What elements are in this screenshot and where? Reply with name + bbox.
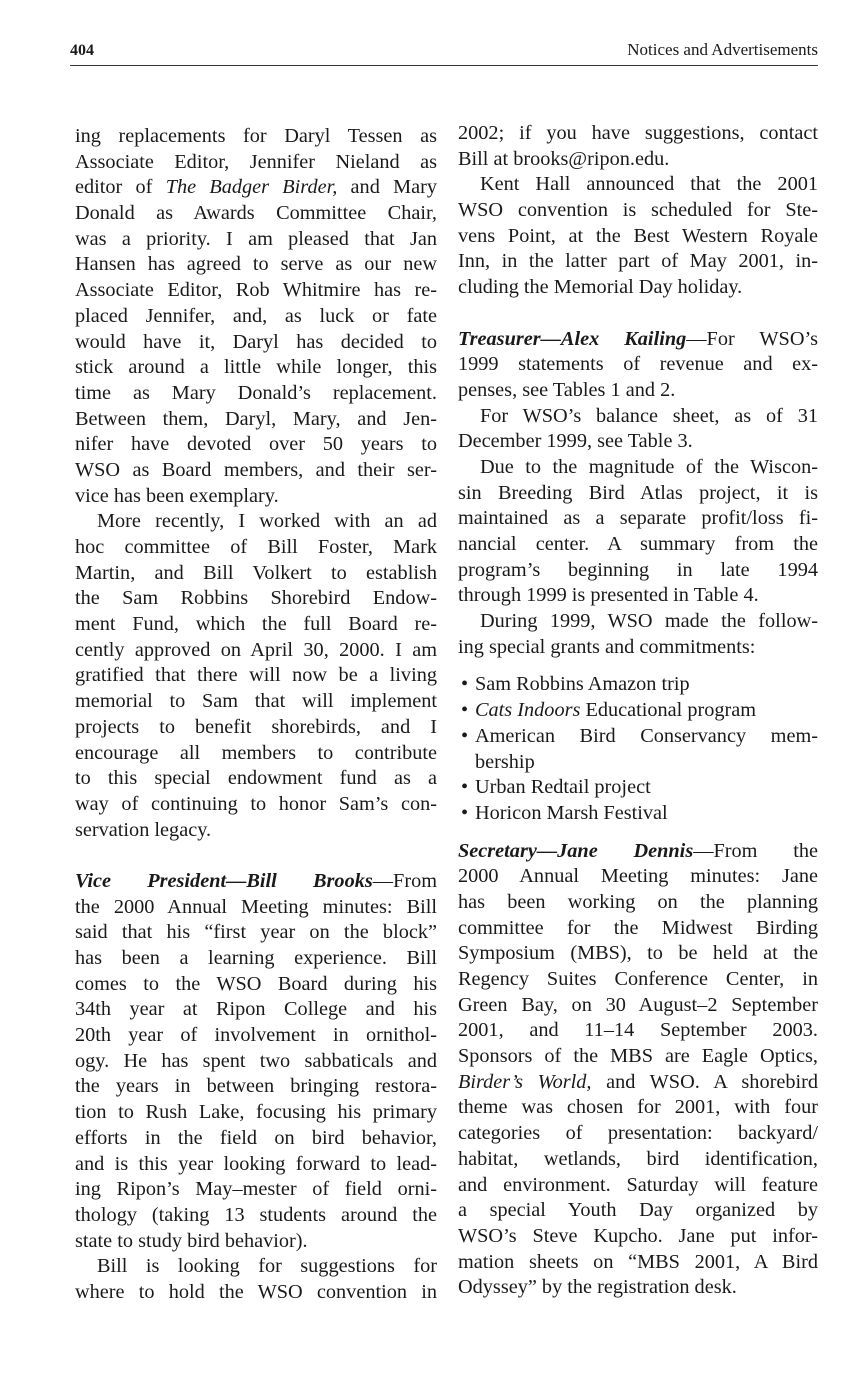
text-line: Bill at brooks@ripon.edu. (458, 147, 670, 170)
text-line: WSO as Board members, and their ser- (75, 458, 437, 481)
text-line: way of continuing to honor Sam’s con- (75, 792, 437, 815)
text-line: tion to Rush Lake, focusing his primary (75, 1101, 437, 1124)
paragraph (458, 839, 818, 1301)
text-line: WSO convention is scheduled for Ste- (458, 199, 818, 222)
text-line: Martin, and Bill Volkert to establish (75, 561, 437, 584)
text-line: and environment. Saturday will feature (458, 1173, 818, 1196)
text-line: Due to the magnitude of the Wiscon- (480, 455, 818, 478)
text-line: said that his “first year on the block” (75, 921, 437, 944)
text-line: Associate Editor, Rob Whitmire has re- (75, 279, 437, 302)
text-line: nifer have devoted over 50 years to (75, 433, 437, 456)
text-line: and is this year looking forward to lead- (75, 1152, 437, 1175)
emphasized-text: Birder’s World, (458, 1070, 592, 1093)
text-line: to this special endowment fund as a (75, 767, 437, 790)
text-line: the 2000 Annual Meeting minutes: Bill (75, 895, 437, 918)
text-line: program’s beginning in late 1994 (458, 558, 818, 581)
text-line: categories of presentation: backyard/ (458, 1122, 818, 1145)
bullet-list-item (458, 672, 818, 698)
spacer (458, 660, 818, 672)
emphasized-text: The Badger Birder, (165, 176, 338, 199)
text-line (75, 175, 437, 201)
text-line (458, 1070, 818, 1096)
bullet-text: Sam Robbins Amazon trip (475, 673, 690, 696)
bullet-icon: • (461, 699, 469, 722)
text-line: vice has been exemplary. (75, 484, 279, 507)
text-line: 2001, and 11–14 September 2003. (458, 1019, 818, 1042)
emphasized-text: Treasurer—Alex Kailing (458, 327, 687, 350)
text-line: ment Fund, which the full Board re- (75, 613, 437, 636)
text-line: Regency Suites Conference Center, in (458, 968, 818, 990)
text-line: ing Ripon’s May–mester of field orni- (75, 1178, 437, 1201)
text-line: the Sam Robbins Shorebird Endow- (75, 587, 437, 610)
bullet-list-item (458, 724, 818, 750)
paragraph (458, 327, 818, 404)
paragraph (458, 404, 818, 455)
paragraph (75, 1254, 437, 1305)
text-span: editor of (75, 176, 166, 199)
text-line: ing special grants and commitments: (458, 635, 756, 658)
text-line: has been working on the planning (458, 890, 818, 913)
text-line: Symposium (MBS), to be held at the (458, 942, 818, 965)
bullet-text: Horicon Marsh Festival (475, 801, 668, 824)
bullet-list-item (458, 775, 818, 801)
text-line: sin Breeding Bird Atlas project, it is (458, 481, 818, 504)
text-line: placed Jennifer, and, as luck or fate (75, 304, 437, 327)
paragraph (75, 869, 437, 1254)
text-line: 2002; if you have suggestions, contact (458, 122, 818, 144)
text-line: More recently, I worked with an ad (97, 510, 437, 533)
text-line: cently approved on April 30, 2000. I am (75, 638, 437, 661)
text-line: cluding the Memorial Day holiday. (458, 276, 743, 299)
paragraph (75, 124, 437, 509)
text-line: Hansen has agreed to serve as our new (75, 253, 437, 276)
bullet-list (458, 672, 818, 826)
page-number: 404 (70, 42, 94, 59)
bullet-list-item (458, 801, 818, 827)
text-line: has been a learning experience. Bill (75, 947, 437, 969)
text-line: memorial to Sam that will implement (75, 690, 437, 713)
text-line: WSO’s Steve Kupcho. Jane put infor- (458, 1224, 818, 1247)
text-line: Associate Editor, Jennifer Nieland as (75, 150, 437, 173)
text-line: encourage all members to contribute (75, 741, 437, 764)
text-line: ing replacements for Daryl Tessen as (75, 125, 437, 147)
text-line: through 1999 is presented in Table 4. (458, 584, 759, 607)
text-line: efforts in the field on bird behavior, (75, 1126, 437, 1149)
text-span: Educational program (580, 699, 757, 722)
text-line: 34th year at Ripon College and his (75, 998, 437, 1021)
text-line: Inn, in the latter part of May 2001, in- (458, 250, 818, 273)
left-column (75, 124, 437, 1306)
text-line: Between them, Daryl, Mary, and Jen- (75, 407, 437, 430)
text-span: —From the (693, 839, 819, 862)
text-line: stick around a little while longer, this (75, 356, 437, 379)
text-line: comes to the WSO Board during his (75, 972, 437, 995)
text-line: was a priority. I am pleased that Jan (75, 227, 437, 250)
text-line: committee for the Midwest Birding (458, 916, 818, 939)
text-line: Green Bay, on 30 August–2 September (458, 993, 818, 1016)
text-span: —From (372, 869, 437, 892)
text-line: 2000 Annual Meeting minutes: Jane (458, 865, 818, 888)
text-line (458, 327, 818, 353)
text-line: For WSO’s balance sheet, as of 31 (480, 404, 818, 427)
text-line: 20th year of involvement in ornithol- (75, 1024, 437, 1047)
emphasized-text: Cats Indoors (475, 699, 581, 722)
text-span: —For WSO’s (686, 327, 818, 350)
right-column (458, 121, 818, 1301)
bullet-text: American Bird Conservancy mem- (475, 724, 818, 747)
text-line: vens Point, at the Best Western Royale (458, 224, 818, 247)
bullet-text (475, 699, 756, 721)
text-line: where to hold the WSO convention in (75, 1280, 437, 1303)
text-line: projects to benefit shorebirds, and I (75, 715, 437, 738)
bullet-text: bership (475, 750, 535, 773)
paragraph (458, 455, 818, 609)
text-line (75, 869, 437, 895)
spacer (458, 301, 818, 327)
bullet-icon: • (461, 673, 469, 696)
text-line: December 1999, see Table 3. (458, 430, 693, 453)
text-line: thology (taking 13 students around the (75, 1203, 437, 1226)
text-line: a special Youth Day organized by (458, 1199, 818, 1222)
bullet-list-item (458, 750, 818, 776)
text-line: mation sheets on “MBS 2001, A Bird (458, 1250, 818, 1273)
bullet-icon: • (461, 776, 469, 799)
text-line: would have it, Daryl has decided to (75, 330, 437, 353)
text-line: penses, see Tables 1 and 2. (458, 378, 676, 401)
bullet-text: Urban Redtail project (475, 776, 651, 799)
text-line: theme was chosen for 2001, with four (458, 1096, 818, 1119)
text-line: nancial center. A summary from the (458, 533, 818, 555)
text-line: the years in between bringing restora- (75, 1075, 437, 1098)
emphasized-text: Vice President—Bill Brooks (75, 869, 373, 892)
text-line: Kent Hall announced that the 2001 (480, 173, 818, 196)
text-line: Sponsors of the MBS are Eagle Optics, (458, 1045, 818, 1068)
spacer (75, 843, 437, 869)
text-line: 1999 statements of revenue and ex- (458, 353, 818, 376)
bullet-icon: • (461, 724, 469, 747)
text-line: maintained as a separate profit/loss fi- (458, 507, 818, 530)
running-header-title: Notices and Advertisements (627, 40, 818, 59)
text-line: Bill is looking for suggestions for (97, 1255, 437, 1278)
paragraph (458, 121, 818, 172)
text-line: time as Mary Donald’s replacement. (75, 381, 437, 404)
header-rule (70, 65, 818, 66)
emphasized-text: Secretary—Jane Dennis (458, 839, 694, 862)
text-line: Donald as Awards Committee Chair, (75, 202, 437, 225)
bullet-icon: • (461, 801, 469, 824)
text-line: ogy. He has spent two sabbaticals and (75, 1049, 437, 1072)
paragraph (458, 609, 818, 660)
paragraph (75, 509, 437, 843)
text-span: and Mary (337, 176, 437, 199)
text-line: During 1999, WSO made the follow- (480, 610, 818, 633)
text-line: servation legacy. (75, 818, 212, 841)
paragraph (458, 172, 818, 300)
bullet-list-item (458, 698, 818, 724)
text-line: Odyssey” by the registration desk. (458, 1276, 737, 1299)
text-span: and WSO. A shorebird (591, 1070, 819, 1093)
text-line: habitat, wetlands, bird identification, (458, 1147, 818, 1170)
spacer (458, 827, 818, 839)
text-line: gratified that there will now be a living (75, 664, 437, 687)
text-line (458, 839, 818, 865)
text-line: state to study bird behavior). (75, 1229, 308, 1252)
text-line: hoc committee of Bill Foster, Mark (75, 536, 437, 558)
